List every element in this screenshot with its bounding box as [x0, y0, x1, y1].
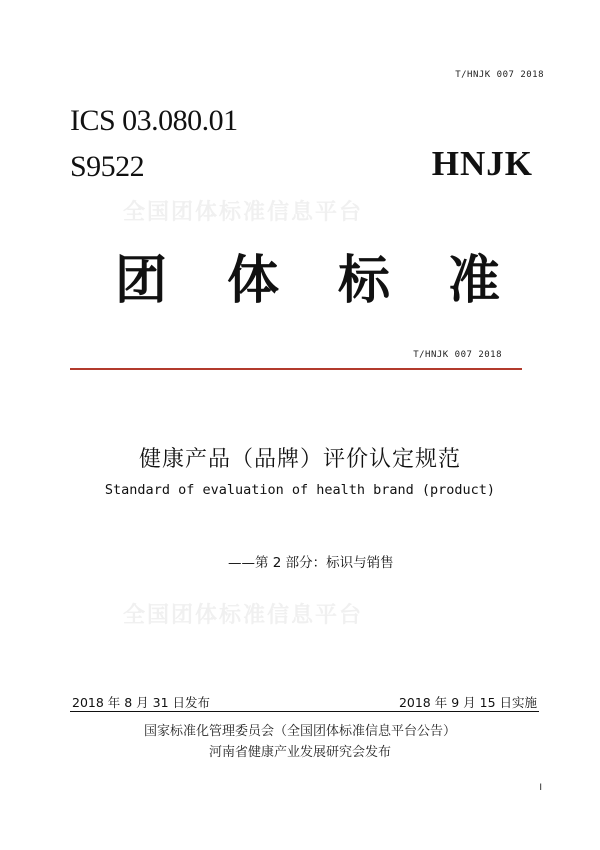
standard-type-char: 团 [115, 251, 168, 311]
classification-code: S9522 [70, 150, 145, 183]
standard-number: T/HNJK 007 2018 [413, 350, 502, 360]
title-divider [70, 368, 522, 370]
document-title-chinese: 健康产品（品牌）评价认定规范 [138, 447, 461, 472]
brand-code: HNJK [431, 144, 533, 183]
standard-type-char: 准 [448, 251, 501, 311]
document-subtitle: ——第 2 部分：标识与销售 [228, 555, 394, 571]
page-number: I [539, 783, 542, 793]
ics-code: ICS 03.080.01 [70, 104, 238, 137]
document-title-english: Standard of evaluation of health brand (product) [104, 482, 496, 498]
standard-type-char: 标 [338, 251, 391, 311]
watermark-bottom: 全国团体标准信息平台 [123, 603, 364, 628]
footer-divider [70, 711, 539, 712]
watermark-top: 全国团体标准信息平台 [123, 200, 364, 225]
publisher-line-2: 河南省健康产业发展研究会发布 [208, 745, 391, 760]
implementation-date: 2018 年 9 月 15 日实施 [398, 695, 537, 710]
standard-type-char: 体 [227, 251, 280, 311]
publisher-line-1: 国家标准化管理委员会（全国团体标准信息平台公告） [143, 724, 456, 739]
header-standard-code: T/HNJK 007 2018 [455, 70, 544, 80]
issue-date: 2018 年 8 月 31 日发布 [72, 695, 211, 710]
